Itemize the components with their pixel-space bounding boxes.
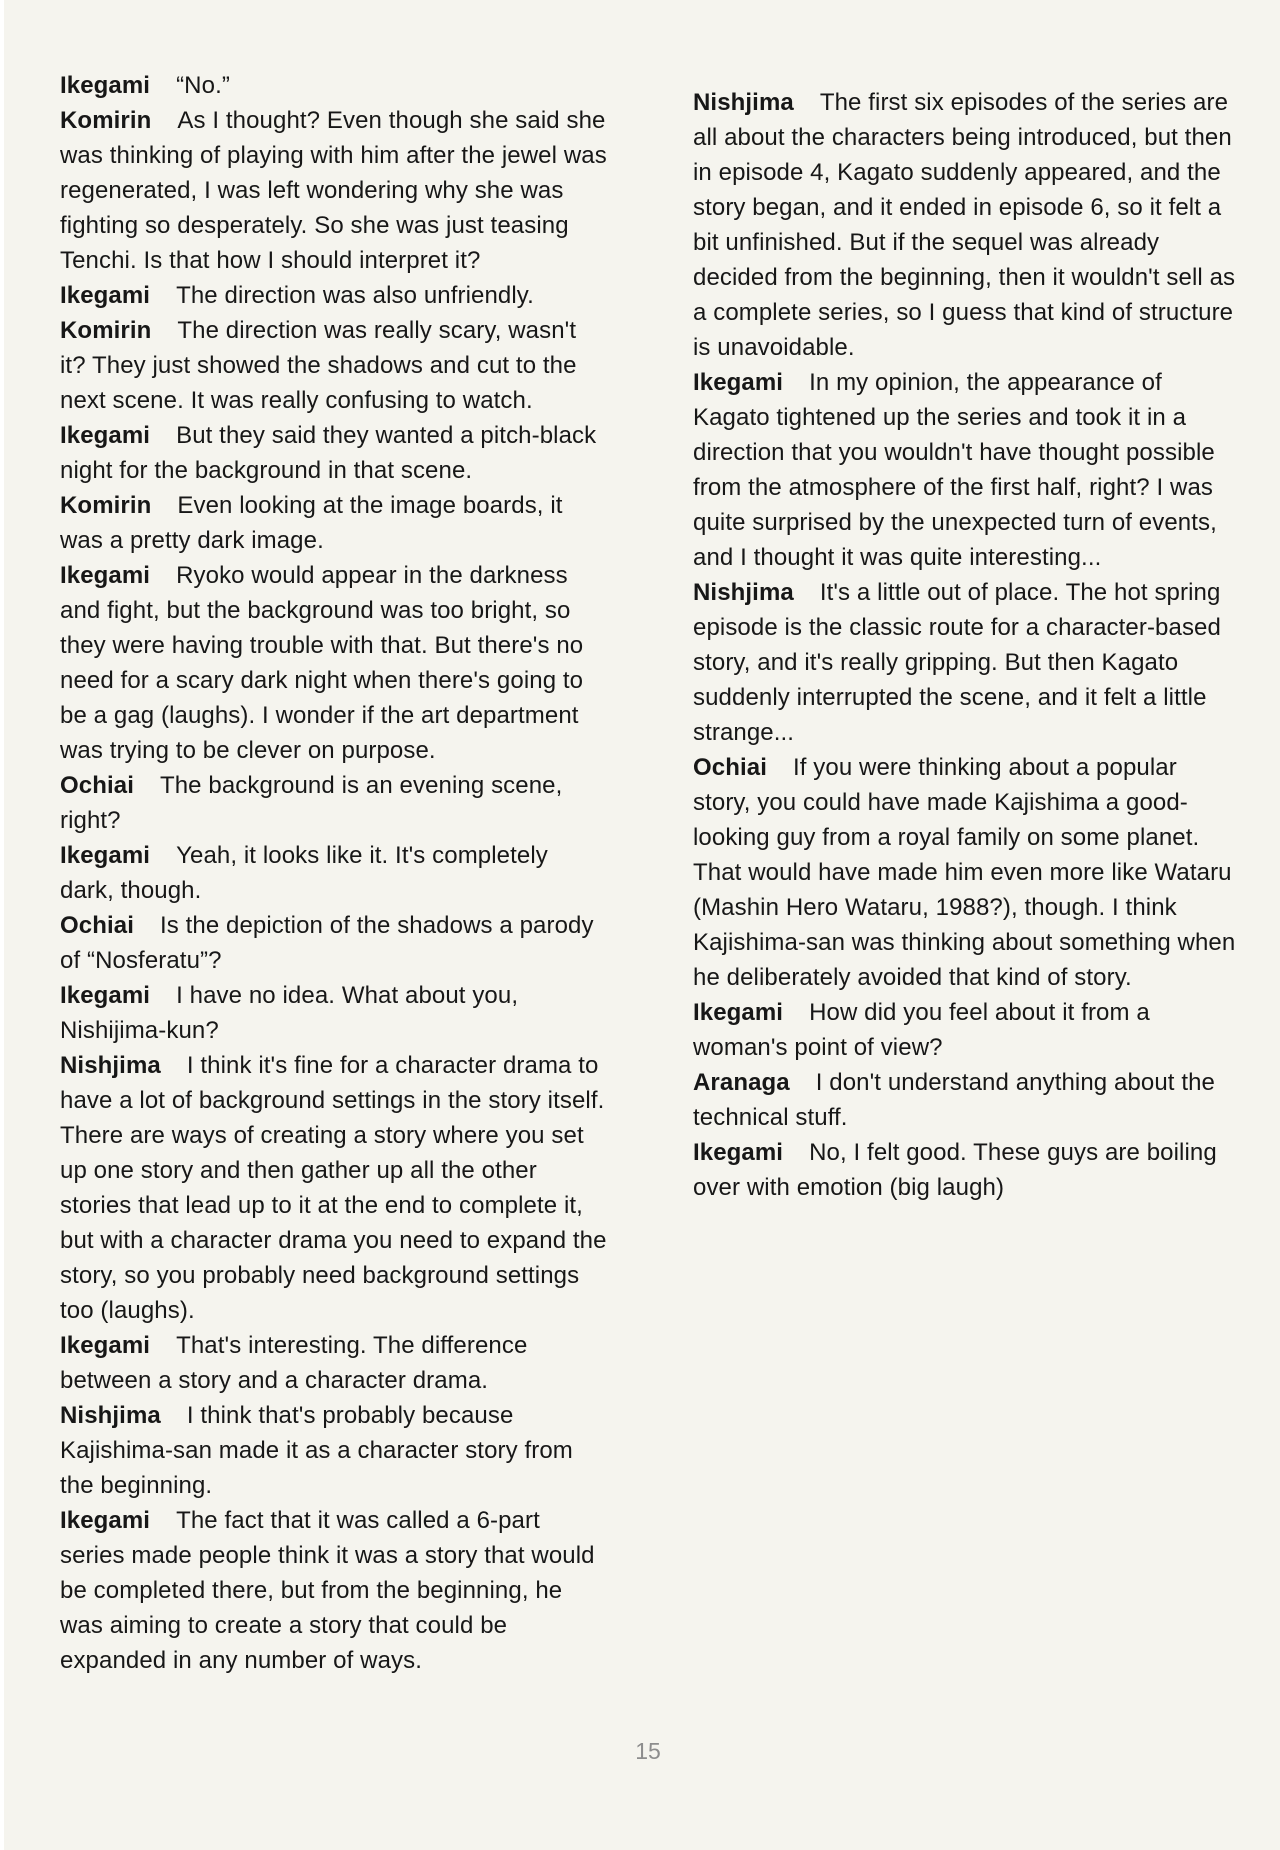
- dialogue-text: I think that's probably because Kajishima-san made it as a character story from the beginning.: [60, 1402, 573, 1499]
- dialogue-text: The direction was really scary, wasn't it? They just showed the shadows and cut to the next scene. It was really confusing to watch.: [60, 317, 577, 414]
- dialogue-paragraph: [693, 1065, 1241, 1135]
- dialogue-paragraph: [60, 838, 608, 908]
- dialogue-text: “No.”: [176, 72, 230, 99]
- dialogue-paragraph: [693, 1135, 1241, 1205]
- dialogue-paragraph: [60, 313, 608, 418]
- dialogue-text: I don't understand anything about the technical stuff.: [693, 1069, 1216, 1131]
- dialogue-text: That's interesting. The difference between a story and a character drama.: [60, 1332, 528, 1394]
- speaker-name: Ikegami: [60, 1332, 151, 1359]
- right-column: [693, 68, 1241, 1678]
- dialogue-text: I have no idea. What about you, Nishijima-kun?: [60, 982, 519, 1044]
- dialogue-text: Is the depiction of the shadows a parody of “Nosferatu”?: [60, 912, 594, 974]
- dialogue-paragraph: [60, 488, 608, 558]
- dialogue-text: I think it's fine for a character drama to have a lot of background settings in the story itself. There are ways of creating a story where you set up one story and then gather up all the other stories that lead up to it at the end to complete it, but with a character drama you need to expand the story, so you probably need background settings too (laughs).: [60, 1052, 607, 1324]
- dialogue-paragraph: [60, 908, 608, 978]
- dialogue-text: How did you feel about it from a woman's point of view?: [693, 999, 1150, 1061]
- speaker-name: Ikegami: [60, 562, 151, 589]
- dialogue-paragraph: [60, 1503, 608, 1678]
- speaker-name: Ikegami: [60, 72, 151, 99]
- speaker-name: Ikegami: [693, 369, 784, 396]
- dialogue-paragraph: [693, 365, 1241, 575]
- dialogue-text: Ryoko would appear in the darkness and fight, but the background was too bright, so they were having trouble with that. But there's no need for a scary dark night when there's going to be a gag (laughs). I wonder if the art department was trying to be clever on purpose.: [60, 562, 584, 764]
- speaker-name: Nishjima: [60, 1052, 161, 1079]
- dialogue-paragraph: [60, 278, 608, 313]
- speaker-name: Ochiai: [60, 772, 134, 799]
- dialogue-paragraph: [60, 1328, 608, 1398]
- speaker-name: Komirin: [60, 492, 152, 519]
- speaker-name: Nishjima: [693, 89, 794, 116]
- speaker-name: Nishjima: [693, 579, 794, 606]
- dialogue-paragraph: [693, 995, 1241, 1065]
- speaker-name: Ikegami: [60, 982, 151, 1009]
- speaker-name: Ikegami: [693, 999, 784, 1026]
- document-page: [4, 0, 1280, 1850]
- two-column-layout: [4, 0, 1280, 1678]
- dialogue-paragraph: [693, 575, 1241, 750]
- dialogue-paragraph: [60, 418, 608, 488]
- dialogue-text: The direction was also unfriendly.: [176, 282, 534, 309]
- dialogue-text: Even looking at the image boards, it was a pretty dark image.: [60, 492, 563, 554]
- dialogue-paragraph: [60, 1398, 608, 1503]
- dialogue-text: Yeah, it looks like it. It's completely dark, though.: [60, 842, 548, 904]
- dialogue-text: If you were thinking about a popular story, you could have made Kajishima a good-looking guy from a royal family on some planet. That would have made him even more like Wataru (Mashin Hero Wataru, 1988?), though. I think Kajishima-san was thinking about something when he deliberately avoided that kind of story.: [693, 754, 1236, 991]
- dialogue-text: It's a little out of place. The hot spring episode is the classic route for a character-based story, and it's really gripping. But then Kagato suddenly interrupted the scene, and it felt a little strange...: [693, 579, 1221, 746]
- dialogue-paragraph: [693, 85, 1241, 365]
- dialogue-paragraph: [60, 103, 608, 278]
- speaker-name: Ochiai: [60, 912, 134, 939]
- dialogue-paragraph: [693, 750, 1241, 995]
- dialogue-text: The fact that it was called a 6-part series made people think it was a story that would be completed there, but from the beginning, he was aiming to create a story that could be expanded in any number of ways.: [60, 1507, 595, 1674]
- speaker-name: Ikegami: [60, 842, 151, 869]
- speaker-name: Ikegami: [693, 1139, 784, 1166]
- dialogue-text: As I thought? Even though she said she was thinking of playing with him after the jewel was regenerated, I was left wondering why she was fighting so desperately. So she was just teasing Tenchi. Is that how I should interpret it?: [60, 107, 607, 274]
- dialogue-paragraph: [60, 68, 608, 103]
- dialogue-text: The first six episodes of the series are all about the characters being introduced, but then in episode 4, Kagato suddenly appeared, and the story began, and it ended in episode 6, so it felt a bit unfinished. But if the sequel was already decided from the beginning, then it wouldn't sell as a complete series, so I guess that kind of structure is unavoidable.: [693, 89, 1236, 361]
- speaker-name: Ochiai: [693, 754, 767, 781]
- speaker-name: Komirin: [60, 107, 152, 134]
- dialogue-text: No, I felt good. These guys are boiling over with emotion (big laugh): [693, 1139, 1217, 1201]
- dialogue-text: In my opinion, the appearance of Kagato tightened up the series and took it in a direction that you wouldn't have thought possible from the atmosphere of the first half, right? I was quite surprised by the unexpected turn of events, and I thought it was quite interesting...: [693, 369, 1217, 571]
- dialogue-paragraph: [60, 558, 608, 768]
- dialogue-paragraph: [60, 768, 608, 838]
- speaker-name: Ikegami: [60, 282, 151, 309]
- speaker-name: Ikegami: [60, 1507, 151, 1534]
- dialogue-text: The background is an evening scene, right?: [60, 772, 563, 834]
- speaker-name: Komirin: [60, 317, 152, 344]
- dialogue-text: But they said they wanted a pitch-black night for the background in that scene.: [60, 422, 597, 484]
- left-column: [60, 68, 608, 1678]
- dialogue-paragraph: [60, 1048, 608, 1328]
- speaker-name: Aranaga: [693, 1069, 790, 1096]
- dialogue-paragraph: [60, 978, 608, 1048]
- speaker-name: Ikegami: [60, 422, 151, 449]
- page-number: 15: [635, 1738, 661, 1764]
- speaker-name: Nishjima: [60, 1402, 161, 1429]
